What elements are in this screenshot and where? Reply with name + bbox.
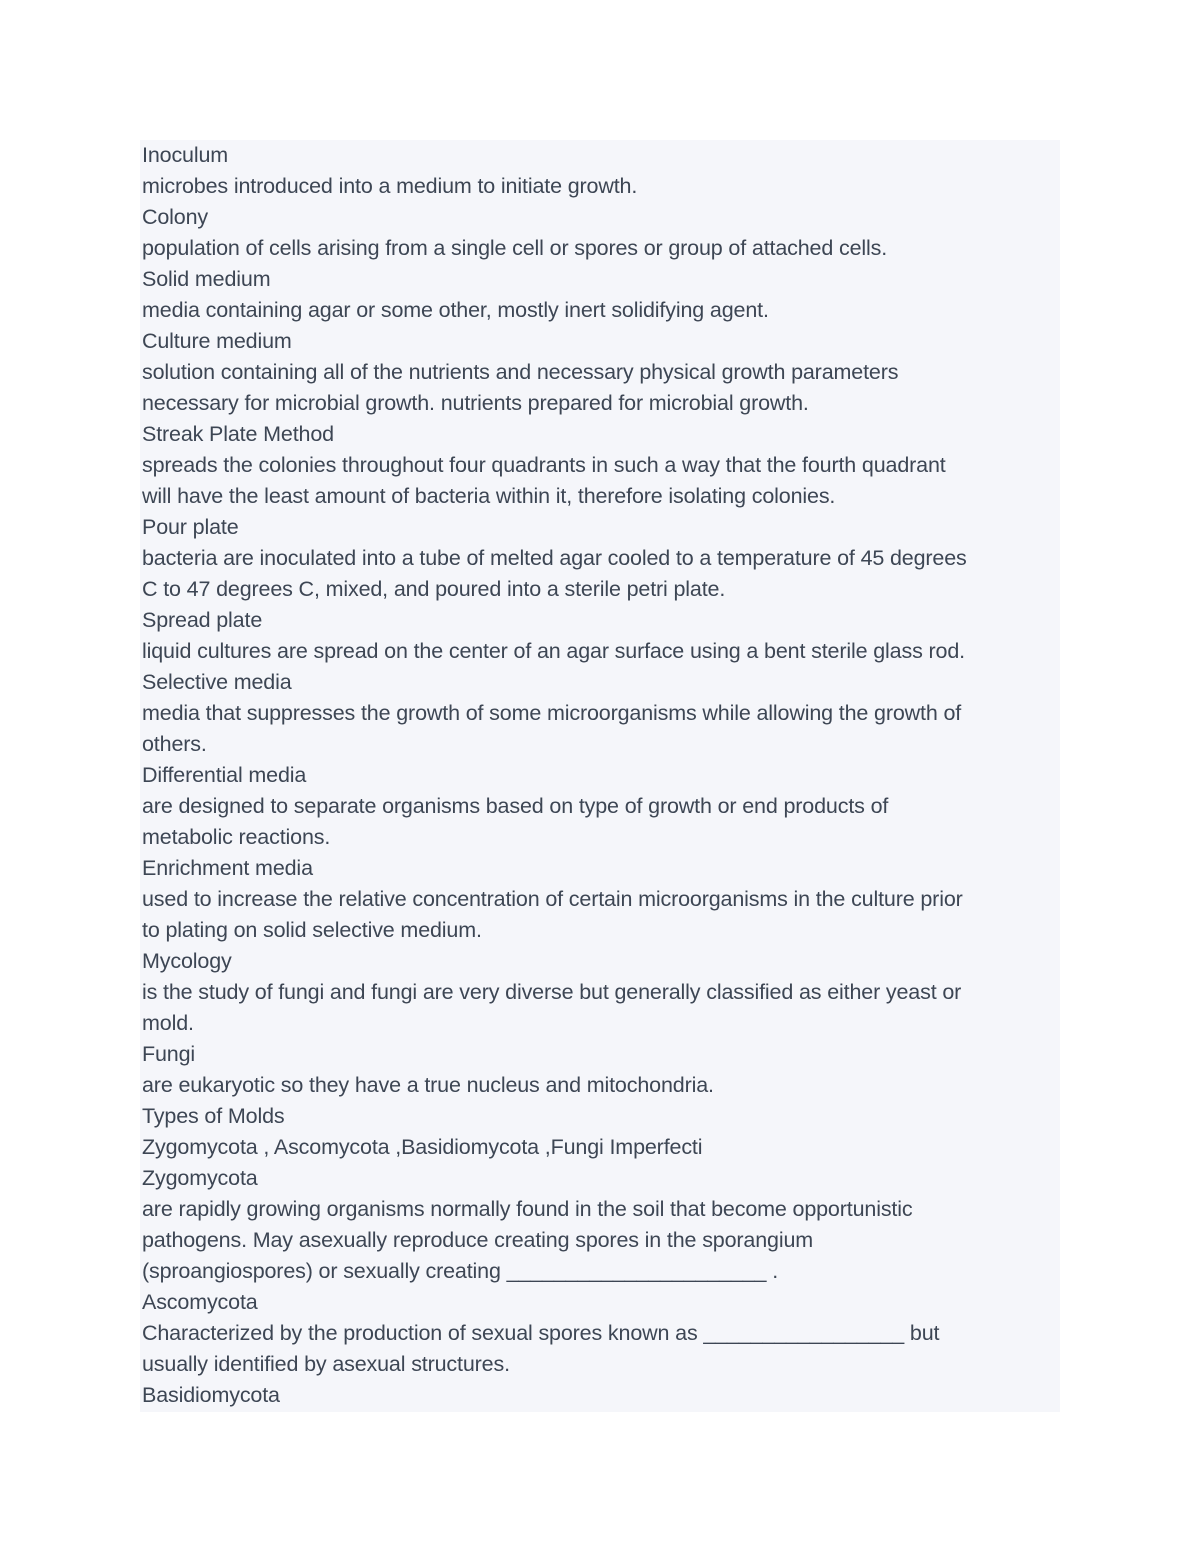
definition-line: spreads the colonies throughout four quadrants in such a way that the fourth quadrant (142, 453, 946, 477)
definition-line: population of cells arising from a single cell or spores or group of attached cells. (142, 236, 888, 260)
term-basidiomycota: Basidiomycota (142, 1383, 280, 1407)
definition-line: is the study of fungi and fungi are very diverse but generally classified as either yeast or (142, 980, 962, 1004)
term-solid-medium: Solid medium (142, 267, 271, 291)
definition-line: media containing agar or some other, mostly inert solidifying agent. (142, 298, 769, 322)
definition-line: Characterized by the production of sexual spores known as _________________ but (142, 1321, 940, 1345)
definition-line: solution containing all of the nutrients and necessary physical growth parameters (142, 360, 899, 384)
term-types-of-molds: Types of Molds (142, 1104, 285, 1128)
definition-line: bacteria are inoculated into a tube of melted agar cooled to a temperature of 45 degrees (142, 546, 967, 570)
definition-line: liquid cultures are spread on the center of an agar surface using a bent sterile glass rod. (142, 639, 965, 663)
definition-line: mold. (142, 1011, 194, 1035)
term-culture-medium: Culture medium (142, 329, 292, 353)
definition-line: Zygomycota , Ascomycota ,Basidiomycota ,Fungi Imperfecti (142, 1135, 703, 1159)
definition-line: pathogens. May asexually reproduce creating spores in the sporangium (142, 1228, 814, 1252)
term-mycology: Mycology (142, 949, 232, 973)
term-colony: Colony (142, 205, 209, 229)
term-enrichment-media: Enrichment media (142, 856, 313, 880)
definition-line: necessary for microbial growth. nutrients prepared for microbial growth. (142, 391, 809, 415)
definition-line: microbes introduced into a medium to initiate growth. (142, 174, 638, 198)
definition-line: others. (142, 732, 207, 756)
definition-line: are eukaryotic so they have a true nucleus and mitochondria. (142, 1073, 714, 1097)
definition-line: media that suppresses the growth of some microorganisms while allowing the growth of (142, 701, 962, 725)
term-inoculum: Inoculum (142, 143, 229, 167)
definition-line: to plating on solid selective medium. (142, 918, 482, 942)
term-fungi: Fungi (142, 1042, 196, 1066)
term-pour-plate: Pour plate (142, 515, 239, 539)
definition-line: are designed to separate organisms based on type of growth or end products of (142, 794, 889, 818)
term-streak-plate-method: Streak Plate Method (142, 422, 334, 446)
definition-line: are rapidly growing organisms normally found in the soil that become opportunistic (142, 1197, 913, 1221)
definition-line: will have the least amount of bacteria within it, therefore isolating colonies. (142, 484, 836, 508)
definition-line: used to increase the relative concentration of certain microorganisms in the culture prior (142, 887, 963, 911)
definition-line: (sproangiospores) or sexually creating ______________________ . (142, 1259, 779, 1283)
definition-line: metabolic reactions. (142, 825, 331, 849)
definition-line: usually identified by asexual structures. (142, 1352, 510, 1376)
term-zygomycota: Zygomycota (142, 1166, 258, 1190)
term-spread-plate: Spread plate (142, 608, 263, 632)
term-differential-media: Differential media (142, 763, 307, 787)
term-ascomycota: Ascomycota (142, 1290, 258, 1314)
study-notes-text-block (140, 140, 1060, 1412)
definition-line: C to 47 degrees C, mixed, and poured into a sterile petri plate. (142, 577, 726, 601)
term-selective-media: Selective media (142, 670, 292, 694)
